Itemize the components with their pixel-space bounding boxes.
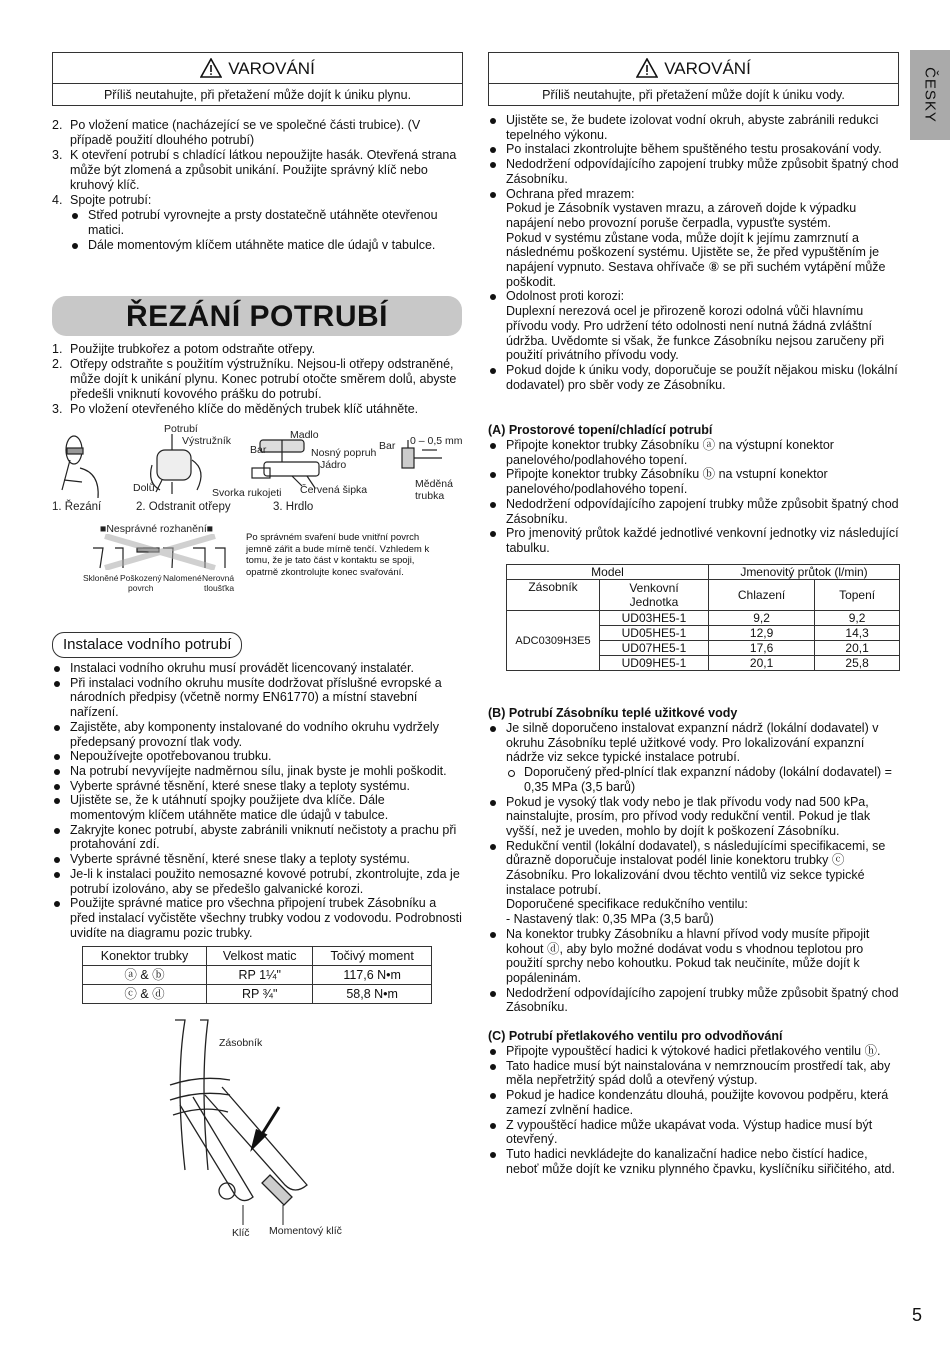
torque-cell: RP ¾" (207, 985, 313, 1004)
heading-a: (A) Prostorové topení/chladící potrubí (488, 423, 713, 437)
item-number: 4. (52, 193, 63, 207)
cut-steps-list (52, 342, 462, 417)
label-povrch: povrch (128, 583, 154, 593)
warning-title-row (489, 53, 898, 84)
right-top-bullets-list (488, 113, 900, 392)
item-number: 1. (52, 342, 63, 356)
list-item (488, 1059, 900, 1088)
list-item (488, 927, 900, 986)
item-text: Nedodržení odpovídajícího zapojení trubky může způsobit špatný chod Zásobníku. (506, 985, 899, 1015)
label-bar2: Bar (379, 440, 396, 452)
item-text: Odolnost proti korozi: Duplexní nerezová ocel je přirozeně korozi odolná vůči hlavnímu přívodu vody. Pro udržení této odolnosti není nutná žádná zvláštní údržba. Uvědomte si však, že funkce Zásobníku nejsou zaručeny při použití privátního přívodu vody. (506, 289, 884, 363)
warning-title-row (53, 53, 462, 84)
label-tloustka: tloušťka (204, 583, 235, 593)
torque-cell: ⓐ & ⓑ (83, 966, 207, 985)
item-text: Po instalaci zkontrolujte během spuštěného testu prosakování vody. (506, 142, 882, 157)
nespravne-text: Nesprávné rozhanění (106, 523, 207, 535)
item-text: Ochrana před mrazem: Pokud je Zásobník vystaven mrazu, a zároveň dojde k výpadku napájení nebo provozní poruše čerpadla, vypusťte systém. Pokud v systému zůstane voda, může dojít k jejímu zamrznutí a následnému poškození systému. Ujistěte se, že před vypuštěním je napájení vypnuto. Sestava ohřívače ⑧ se při suchém vytápění může poškodit. (506, 186, 886, 289)
torque-header-row (83, 947, 432, 966)
list-item (52, 402, 462, 417)
a-bullets (488, 438, 900, 556)
connect-substeps (52, 208, 462, 253)
torque-table (82, 946, 432, 1004)
item-text: Použijte trubkořez a potom odstraňte otřepy. (70, 342, 316, 356)
a-bullets-list (488, 438, 900, 556)
b-bullets (488, 721, 900, 1015)
flow-cell: UD03HE5-1 (600, 611, 709, 626)
list-item (52, 661, 462, 676)
list-item (488, 289, 900, 363)
list-item (488, 497, 900, 526)
torque-th-velkost: Velkost matic (207, 947, 313, 966)
flow-cell: 17,6 (709, 641, 815, 656)
cutting-figure (52, 420, 472, 520)
label-mm: 0 – 0,5 mm (410, 435, 463, 447)
label-trubka: trubka (415, 490, 445, 502)
flow-zasobnik-model: ADC0309H3E5 (507, 611, 600, 671)
table-row (507, 611, 900, 626)
item-text: K otevření potrubí s chladící látkou nepoužijte hasák. Otevřená strana může být zlomená a způsobit unikání. Použijte správný klíč nebo kruhový klíč. (70, 148, 457, 192)
list-item (488, 438, 900, 467)
c-bullets-list (488, 1044, 900, 1176)
flow-th-flow: Jmenovitý průtok (l/min) (709, 565, 900, 580)
item-text: Ujistěte se, že budete izolovat vodní okruh, abyste zabránili redukci tepelného výkonu. (506, 113, 879, 142)
b-bullets-first (488, 721, 900, 765)
item-text: Nedodržení odpovídajícího zapojení trubky může způsobit špatný chod Zásobníku. (506, 157, 899, 186)
item-text: Po vložení otevřeného klíče do měděných trubek klíč utáhněte. (70, 402, 419, 416)
list-item (52, 720, 462, 749)
flow-cell: 25,8 (815, 656, 900, 671)
item-text: Vyberte správné těsnění, které snese tlaky a teploty systému. (70, 778, 410, 793)
language-tab (910, 50, 950, 140)
item-text: Pro jmenovitý průtok každé jednotlivé venkovní jednotky viz následující tabulku. (506, 526, 899, 555)
item-text: Dále momentovým klíčem utáhněte matice dle údajů v tabulce. (88, 238, 436, 252)
label-dolu: Dolů (133, 482, 155, 494)
flow-table (506, 564, 900, 671)
item-text: Z vypouštěcí hadice může ukapávat voda. Výstup hadice musí být otevřený. (506, 1117, 873, 1147)
flow-th-venkovni: Venkovní Jednotka (600, 580, 709, 611)
list-item (52, 118, 462, 148)
list-item (488, 1147, 900, 1176)
caption-hrdlo: 3. Hrdlo (273, 501, 314, 513)
item-text: Při instalaci vodního okruhu musíte dodržovat příslušné evropské a národních předpisy (včetně normy EN61770) a místní stavební nařízení. (70, 675, 442, 720)
list-item (488, 986, 900, 1015)
list-item (52, 823, 462, 852)
label-nalomene: Nalomené (163, 573, 202, 583)
connect-steps-list (52, 118, 462, 208)
torque-cell: RP 1¼" (207, 966, 313, 985)
label-medena: Měděná (415, 478, 453, 490)
label-momentovy: Momentový klíč (269, 1225, 342, 1237)
flow-th-zasobnik: Zásobník (507, 580, 600, 611)
list-item (52, 193, 462, 208)
table-row (83, 966, 432, 985)
item-text: Redukční ventil (lokální dodavatel), s následujícími specifikacemi, se důrazně doporučuje instalovat podél linie konektoru trubky ⓒ Zásobníku. Pro lokalizování dvou těchto ventilů viz sekce typické instalace potrubí. Doporučené specifikace redukčního ventilu: - Nastavený tlak: 0,35 MPa (3,5 barů) (506, 838, 886, 927)
item-text: Střed potrubí vyrovnejte a prsty dostatečně utáhněte otevřenou matici. (88, 208, 438, 237)
item-text: Otřepy odstraňte s použitím výstružníku. Nejsou-li otřepy odstraněné, může dojít k unikání plynu. Konec potrubí otočte směrem dolů, abyste předešli vniknutí kovového prášku do potrubí. (70, 357, 457, 401)
b-circle-item: Doporučený před-plnící tlak expanzní nádoby (lokální dodavatel) = 0,35 MPa (3,5 barů) (524, 765, 892, 794)
list-item (52, 357, 462, 402)
label-nerovna: Nerovná (202, 573, 235, 583)
connect-steps (52, 118, 462, 253)
item-text: Po vložení matice (nacházející se ve společné části trubice). (V případě použití dlouhého potrubí) (70, 118, 421, 147)
item-text: Připojte vypouštěcí hadici k výtokové hadici přetlakového ventilu ⓗ. (506, 1044, 881, 1058)
water-bullets-list (52, 661, 462, 940)
item-text: Vyberte správné těsnění, které snese tlaky a teploty systému. (70, 852, 410, 867)
b-bullet-1: Je silně doporučeno instalovat expanzní nádrž (lokální dodavatel) v okruhu Zásobníku teplé užitkové vody. Pro lokalizování expanzní nádrže viz sekce typické instalace potrubí. (506, 721, 879, 765)
list-item (488, 721, 900, 765)
label-svorka: Svorka rukojeti (212, 487, 282, 499)
label-madlo: Madlo (290, 429, 319, 441)
warning-message: Příliš neutahujte, při přetažení může dojít k úniku plynu. (103, 87, 412, 102)
list-item (52, 779, 462, 794)
flow-cell: 20,1 (815, 641, 900, 656)
list-item (52, 793, 462, 822)
torque-th-konektor: Konektor trubky (83, 947, 207, 966)
flow-cell: 9,2 (815, 611, 900, 626)
heading-c: (C) Potrubí přetlakového ventilu pro odvodňování (488, 1029, 783, 1043)
list-item (70, 208, 462, 238)
item-text: Tuto hadici nevkládejte do kanalizační hadice nebo čistící hadice, neboť může dojít ke vzniku plynného čpavku, kyslíčníku siřičitého, atd. (506, 1146, 895, 1176)
list-item (506, 765, 900, 794)
pipe-cutter-illustration (52, 420, 472, 520)
flow-cell: 20,1 (709, 656, 815, 671)
warning-box-right (488, 52, 899, 106)
list-item (52, 148, 462, 193)
list-item (488, 187, 900, 290)
water-install-heading: Instalace vodního potrubí (52, 632, 242, 658)
label-nespravne: ■Nesprávné rozhanění■ (100, 523, 214, 535)
table-row (83, 985, 432, 1004)
flow-cell: UD09HE5-1 (600, 656, 709, 671)
list-item (488, 839, 900, 927)
flare-note: Po správném svaření bude vnitřní povrch jemně zářit a bude mírně tenčí. Vzhledem k tomu, že je tato část v kontaktu se spoji, opatrně zkontrolujte konec svařování. (246, 532, 430, 578)
section-title: ŘEZÁNÍ POTRUBÍ (52, 296, 462, 336)
item-text: Ujistěte se, že k utáhnutí spojky použijete dva klíče. Dále momentovým klíčem utáhněte matice dle údajů v tabulce. (70, 793, 389, 823)
flow-th-model: Model (507, 565, 709, 580)
item-text: Je-li k instalaci použito nemosazné kovové potrubí, zkontrolujte, zda je potrubí izolováno, aby se předešlo galvanické korozi. (70, 866, 460, 896)
flow-cell: UD07HE5-1 (600, 641, 709, 656)
warning-triangle-icon (200, 58, 222, 78)
warning-title: VAROVÁNÍ (664, 58, 751, 78)
item-text: Použijte správné matice pro všechna připojení trubek Zásobníku a před instalací vyčistěte všechny trubky vodou z vodovodu. Podrobnosti uvidíte na diagramu pozic trubky. (70, 896, 462, 940)
right-top-bullets (488, 113, 900, 392)
item-number: 2. (52, 118, 63, 132)
warning-message: Příliš neutahujte, při přetažení může dojít k úniku vody. (542, 87, 845, 102)
list-item (70, 238, 462, 253)
list-item (488, 363, 900, 392)
flow-header-row-1 (507, 565, 900, 580)
item-number: 3. (52, 402, 63, 416)
list-item (52, 342, 462, 357)
warning-box-left (52, 52, 463, 106)
flow-cell: 9,2 (709, 611, 815, 626)
list-item (52, 749, 462, 764)
flow-header-row-2 (507, 580, 900, 611)
label-klic: Klíč (232, 1227, 250, 1239)
incorrect-flare-icon (85, 534, 235, 570)
page-number: 5 (912, 1305, 923, 1325)
warning-triangle-icon (636, 58, 658, 78)
item-text: Na potrubí nevyvíjejte nadměrnou sílu, jinak byste je mohli poškodit. (70, 763, 447, 778)
torque-cell: 117,6 N•m (313, 966, 432, 985)
item-text: Instalaci vodního okruhu musí provádět licencovaný instalatér. (70, 661, 414, 675)
list-item (488, 526, 900, 555)
caption-rezani: 1. Řezání (52, 501, 102, 513)
heading-b: (B) Potrubí Zásobníku teplé užitkové vody (488, 706, 738, 720)
torque-cell: 58,8 N•m (313, 985, 432, 1004)
incorrect-flare-illustration (85, 534, 235, 570)
list-item (52, 867, 462, 896)
label-nosny-popruh: Nosný popruh (311, 447, 377, 459)
item-text: Spojte potrubí: (70, 193, 152, 207)
flow-cell: UD05HE5-1 (600, 626, 709, 641)
list-item (488, 1088, 900, 1117)
water-bullets (52, 661, 462, 940)
flow-cell: 14,3 (815, 626, 900, 641)
label-cervena: Červená šipka (300, 484, 368, 496)
list-item (488, 142, 900, 157)
label-potrubi: Potrubí (164, 423, 198, 435)
label-poskozeny: Poškozený (120, 573, 162, 583)
cut-steps (52, 342, 462, 417)
item-number: 2. (52, 357, 63, 371)
list-item (488, 1118, 900, 1147)
list-item (52, 764, 462, 779)
torque-th-moment: Točivý moment (313, 947, 432, 966)
b-bullets-list (488, 795, 900, 1016)
language-tab-label: ČESKY (921, 67, 939, 123)
label-sklonene: Skloněné (83, 573, 119, 583)
list-item (52, 676, 462, 720)
list-item (488, 1044, 900, 1059)
item-text: Připojte konektor trubky Zásobníku ⓑ na vstupní konektor panelového/podlahového topení. (506, 467, 828, 497)
caption-otrepy: 2. Odstranit otřepy (136, 501, 231, 513)
label-jadro: Jádro (320, 459, 347, 471)
label-bar1: Bar (250, 444, 267, 456)
item-text: Nepoužívejte opotřebovanou trubku. (70, 749, 272, 764)
item-text: Pokud je vysoký tlak vody nebo je tlak přívodu vody nad 500 kPa, nainstalujte, prosím, pro přívod vody redukční ventil. Pokud je tlak vyšší, než je uveden, mohlo by dojít k poškození Zásobníku. (506, 794, 871, 838)
label-zasobnik: Zásobník (219, 1037, 263, 1049)
item-number: 3. (52, 148, 63, 162)
list-item (52, 896, 462, 940)
torque-cell: ⓒ & ⓓ (83, 985, 207, 1004)
list-item (488, 113, 900, 142)
item-text: Tato hadice musí být nainstalována v nemrznoucím prostředí tak, aby měla nepřetržitý spád dolů a otevřený výstup. (506, 1058, 891, 1088)
list-item (488, 157, 900, 186)
item-text: Připojte konektor trubky Zásobníku ⓐ na výstupní konektor panelového/podlahového topení. (506, 438, 834, 467)
c-bullets (488, 1044, 900, 1176)
list-item (488, 795, 900, 839)
item-text: Pokud je hadice kondenzátu dlouhá, použijte kovovou podpěru, která zamezí zvlnění hadice. (506, 1088, 889, 1117)
b-circle-list (488, 765, 900, 794)
flow-cell: 12,9 (709, 626, 815, 641)
warning-title: VAROVÁNÍ (228, 58, 315, 78)
item-text: Zakryjte konec potrubí, abyste zabránili vniknutí nečistoty a prachu při protahování zdí. (70, 822, 457, 852)
item-text: Pokud dojde k úniku vody, doporučuje se použít nějakou misku (lokální dodavatel) pro sběr vody ze Zásobníku. (506, 362, 898, 392)
flow-th-chlazeni: Chlazení (709, 580, 815, 611)
item-text: Zajistěte, aby komponenty instalované do vodního okruhu vydržely předepsaný provozní tlak vody. (70, 719, 439, 749)
list-item (52, 852, 462, 867)
item-text: Na konektor trubky Zásobníku a hlavní přívod vody musíte připojit kohout ⓓ, aby bylo možné dodávat vodu s vhodnou teplotou pro použití sprchy nebo kohoutku. Pokud tak neučiníte, může dojít k popáleninám. (506, 926, 870, 985)
label-vystruznik: Výstružník (182, 435, 232, 447)
flow-th-topeni: Topení (815, 580, 900, 611)
item-text: Nedodržení odpovídajícího zapojení trubky může způsobit špatný chod Zásobníku. (506, 496, 899, 526)
list-item (488, 467, 900, 496)
